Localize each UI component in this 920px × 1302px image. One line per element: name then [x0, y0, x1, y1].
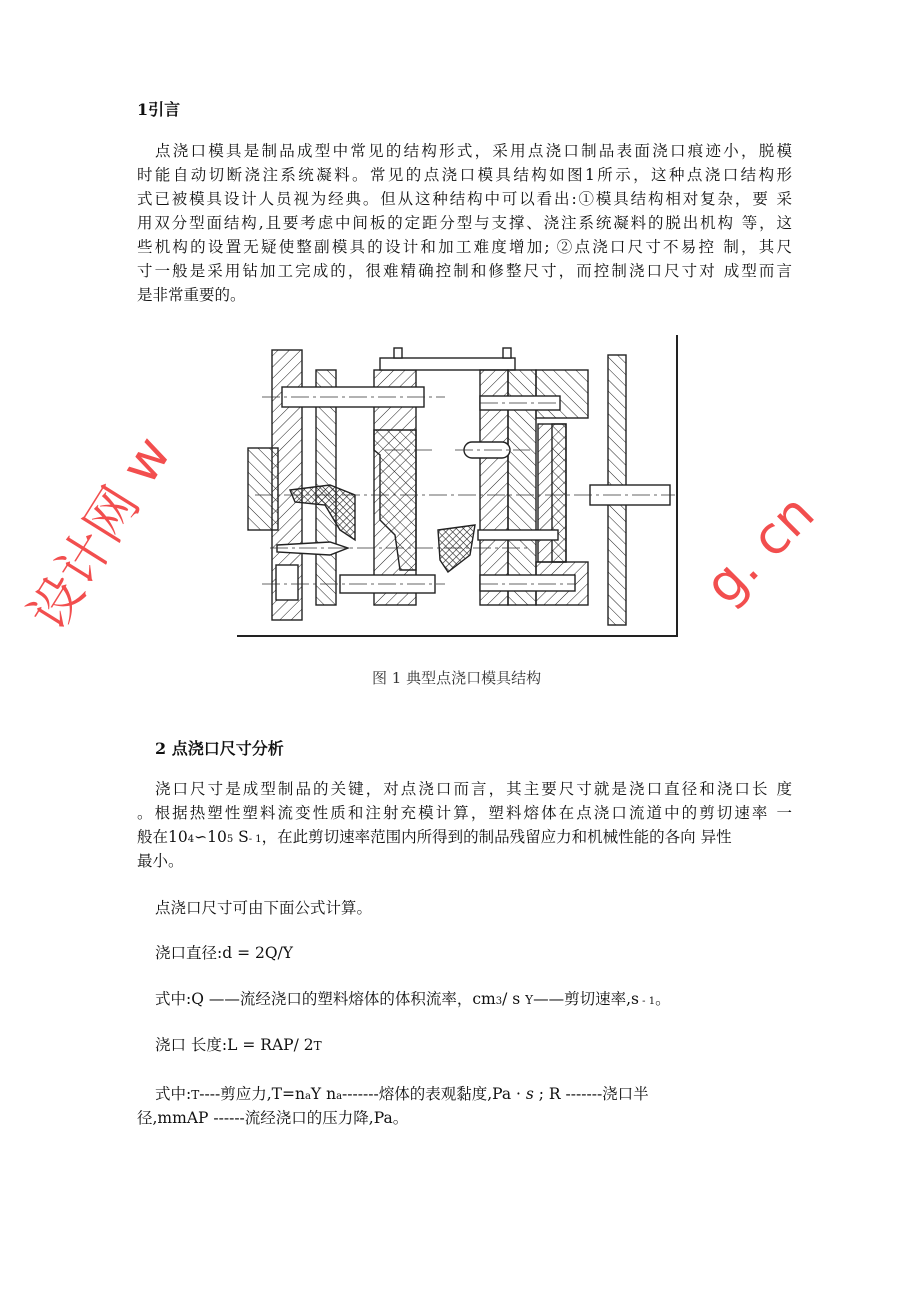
paragraph-line: 时能自动切断浇注系统凝料。常见的点浇口模具结构如图1所示，这种点浇口结构形 — [137, 166, 792, 184]
text: s — [525, 1085, 534, 1103]
watermark-text: 设计网 w — [18, 426, 184, 641]
superscript: - 1 — [248, 834, 262, 845]
text: ，在此剪切速率范围内所得到的制品残留应力和机械性能的各向 异性 — [261, 828, 732, 846]
paragraph-line: 。根据热塑性塑料流变性质和注射充模计算，塑料熔体在点浇口流道中的剪切速率 一 — [137, 804, 792, 822]
text: 般在10 — [137, 828, 188, 846]
figure-caption: 图 1 典型点浇口模具结构 — [372, 669, 542, 687]
subscript: a — [304, 1091, 311, 1102]
text: 式中: — [155, 1085, 192, 1103]
text: Y — [525, 993, 534, 1007]
watermark-text: g. cn — [693, 483, 827, 617]
paragraph-line: 是非常重要的。 — [137, 286, 246, 304]
text: / s — [502, 990, 526, 1008]
text: ∽10 — [194, 828, 227, 846]
paragraph-line: 最小。 — [137, 852, 184, 870]
section-2-heading: 2 点浇口尺寸分析 — [155, 739, 284, 758]
paragraph-line: 点浇口模具是制品成型中常见的结构形式，采用点浇口制品表面浇口痕迹小，脱模 — [155, 142, 792, 160]
formula-2-legend-cont: 径,mmAP ------流经浇口的压力降,Pa。 — [137, 1109, 409, 1127]
mold-structure-figure — [230, 330, 690, 645]
text: 。 — [655, 990, 671, 1008]
text: -------熔体的表观黏度,Pa · — [342, 1085, 526, 1103]
text: 浇口 长度:L = RAP/ 2 — [155, 1036, 314, 1054]
text: 式中:Q ——流经浇口的塑料熔体的体积流率，cm — [155, 990, 496, 1008]
text: T — [191, 1088, 200, 1102]
superscript: 4 — [187, 834, 195, 845]
superscript: 5 — [226, 834, 234, 845]
text: ----剪应力,T=n — [199, 1085, 305, 1103]
superscript: 3 — [495, 996, 503, 1007]
formula-gate-diameter: 浇口直径:d = 2Q/Y — [155, 944, 294, 962]
paragraph-line: 些机构的设置无疑使整副模具的设计和加工难度增加; ②点浇口尺寸不易控 制，其尺 — [137, 238, 792, 256]
formula-1-legend — [155, 987, 792, 1011]
paragraph-line: 寸一般是采用钻加工完成的，很难精确控制和修整尺寸，而控制浇口尺寸对 成型而言 — [137, 262, 792, 280]
subscript: a — [336, 1091, 343, 1102]
paragraph-line: 用双分型面结构,且要考虑中间板的定距分型与支撑、浇注系统凝料的脱出机构 等，这 — [137, 214, 792, 232]
text: S — [233, 828, 249, 846]
text: ——剪切速率,s — [533, 990, 639, 1008]
formula-intro: 点浇口尺寸可由下面公式计算。 — [155, 899, 373, 917]
text: ; R -------浇口半 — [533, 1085, 649, 1103]
section-1-heading: 1引言 — [137, 100, 181, 119]
paragraph-line: 式已被模具设计人员视为经典。但从这种结构中可以看出:①模具结构相对复杂，要 采 — [137, 190, 792, 208]
superscript: - 1 — [638, 996, 656, 1007]
formula-gate-length — [155, 1033, 792, 1057]
paragraph-line — [137, 825, 792, 849]
paragraph-line: 浇口尺寸是成型制品的关键，对点浇口而言，其主要尺寸就是浇口直径和浇口长 度 — [155, 780, 792, 798]
text: T — [313, 1039, 322, 1053]
formula-2-legend — [155, 1082, 792, 1106]
text: Y n — [310, 1085, 337, 1103]
